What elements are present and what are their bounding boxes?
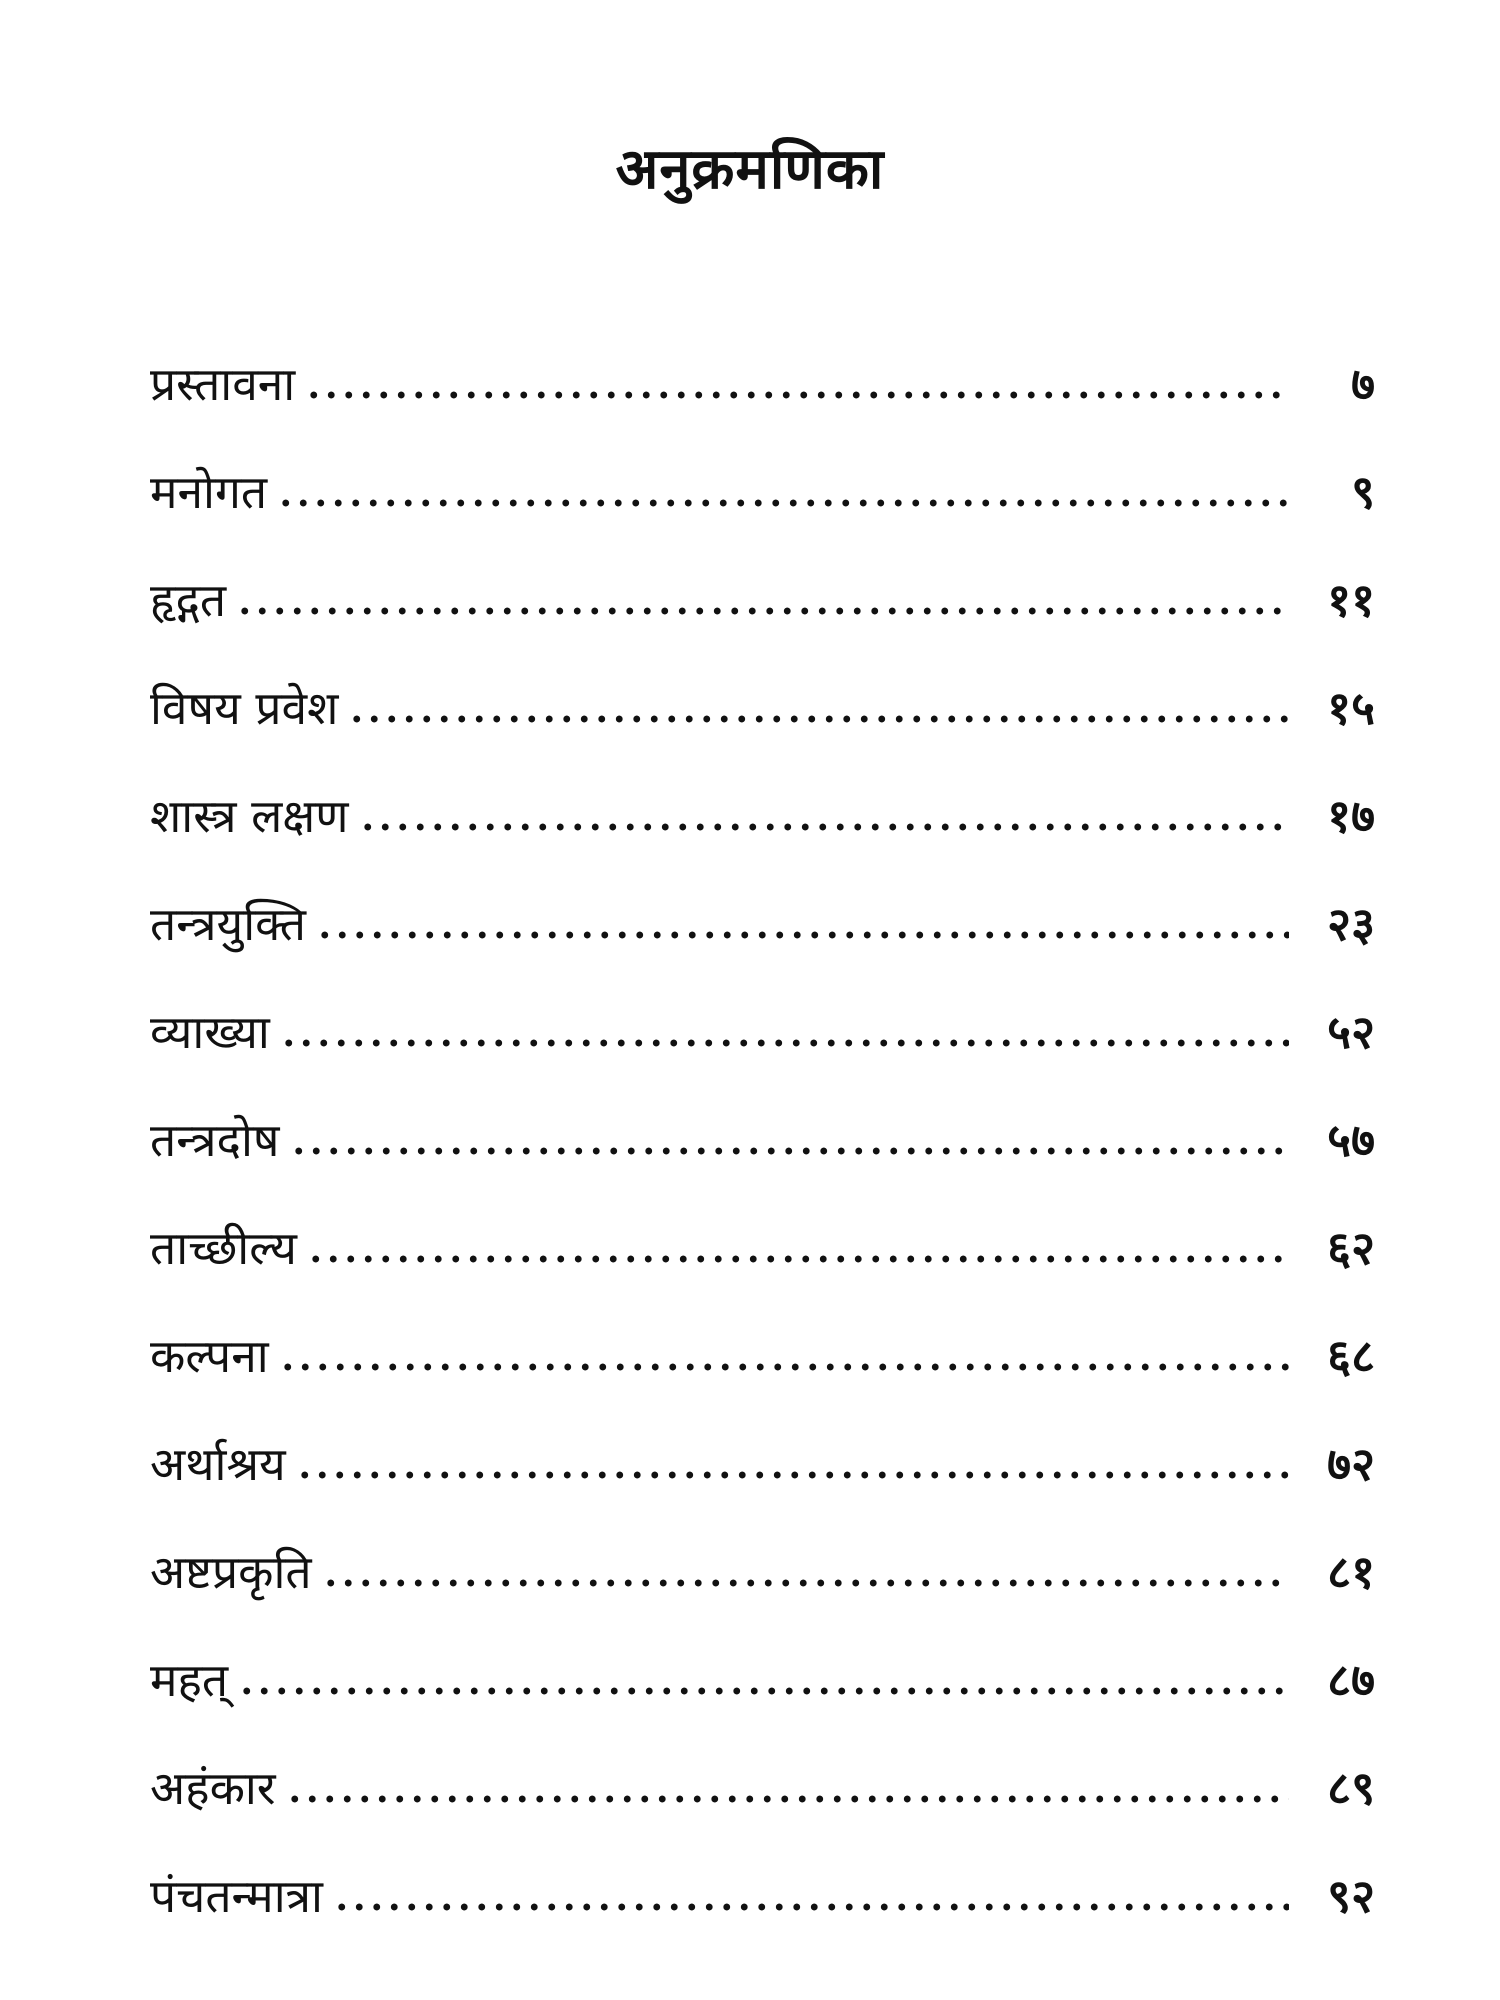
dot-leader <box>236 605 1289 617</box>
toc-entry <box>150 438 1375 546</box>
toc-entry-title: तन्त्रयुक्ति <box>150 897 307 951</box>
toc-entry <box>150 546 1375 654</box>
toc-entry-title: ताच्छील्य <box>150 1221 297 1275</box>
toc-entry <box>150 762 1375 870</box>
toc-entry-title: अहंकार <box>150 1761 276 1815</box>
toc-entry-page-number: ११ <box>1327 573 1375 627</box>
dot-leader <box>296 1469 1289 1481</box>
toc-entry-page-number: ८७ <box>1327 1653 1375 1707</box>
toc-entry-page-number: ५७ <box>1327 1113 1375 1167</box>
toc-entry-title: व्याख्या <box>150 1005 270 1059</box>
toc-entry <box>150 1086 1375 1194</box>
toc-entry-page-number: ५२ <box>1327 1005 1375 1059</box>
toc-entry-page-number: १७ <box>1327 789 1375 843</box>
toc-entry <box>150 654 1375 762</box>
dot-leader <box>348 713 1289 725</box>
table-of-contents <box>150 330 1375 1950</box>
dot-leader <box>279 1361 1289 1373</box>
dot-leader <box>290 1145 1290 1157</box>
toc-entry <box>150 1194 1375 1302</box>
dot-leader <box>333 1901 1289 1913</box>
toc-entry-title: कल्पना <box>150 1329 269 1383</box>
toc-entry-page-number: ८१ <box>1327 1545 1375 1599</box>
dot-leader <box>322 1577 1289 1589</box>
toc-entry-page-number: ८९ <box>1327 1761 1375 1815</box>
toc-entry <box>150 1734 1375 1842</box>
page-title: अनुक्रमणिका <box>615 137 885 202</box>
toc-entry-title: प्रस्तावना <box>150 357 296 411</box>
dot-leader <box>280 1037 1289 1049</box>
toc-entry <box>150 1626 1375 1734</box>
toc-entry-title: हृद्गत <box>150 573 227 627</box>
toc-entry-title: शास्त्र लक्षण <box>150 789 349 843</box>
dot-leader <box>316 929 1289 941</box>
toc-entry <box>150 1842 1375 1950</box>
dot-leader <box>277 497 1289 509</box>
toc-entry-title: महत् <box>150 1653 229 1707</box>
toc-entry-title: अर्थाश्रय <box>150 1437 286 1491</box>
dot-leader <box>286 1793 1289 1805</box>
toc-entry-title: अष्टप्रकृति <box>150 1545 312 1599</box>
toc-entry-title: मनोगत <box>150 465 268 519</box>
toc-entry-page-number: ९२ <box>1327 1869 1375 1923</box>
toc-entry-page-number: ७ <box>1351 357 1375 411</box>
toc-entry-page-number: २३ <box>1327 897 1375 951</box>
toc-entry <box>150 978 1375 1086</box>
toc-entry <box>150 1518 1375 1626</box>
toc-entry-title: तन्त्रदोष <box>150 1113 280 1167</box>
toc-entry <box>150 1302 1375 1410</box>
dot-leader <box>305 389 1289 401</box>
dot-leader <box>307 1253 1289 1265</box>
toc-entry-page-number: १५ <box>1327 681 1375 735</box>
toc-entry-page-number: ७२ <box>1327 1437 1375 1491</box>
toc-entry <box>150 330 1375 438</box>
dot-leader <box>359 821 1289 833</box>
toc-entry-page-number: ६२ <box>1327 1221 1375 1275</box>
toc-entry-page-number: ६८ <box>1327 1329 1375 1383</box>
toc-entry-title: विषय प्रवेश <box>150 681 339 735</box>
dot-leader <box>238 1685 1289 1697</box>
toc-entry <box>150 1410 1375 1518</box>
toc-entry <box>150 870 1375 978</box>
toc-entry-title: पंचतन्मात्रा <box>150 1869 323 1923</box>
toc-entry-page-number: ९ <box>1351 465 1375 519</box>
